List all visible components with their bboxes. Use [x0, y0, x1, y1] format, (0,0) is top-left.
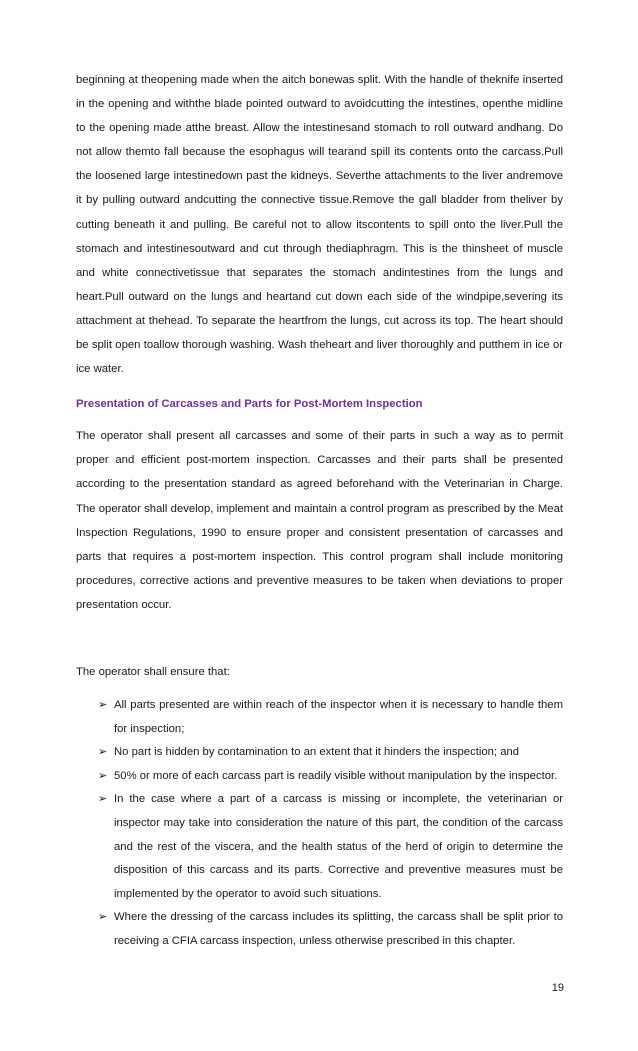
list-item — [98, 788, 563, 906]
list-intro: The operator shall ensure that: — [76, 665, 230, 678]
arrow-bullet-icon: ➢ — [98, 793, 108, 806]
document-page — [76, 68, 563, 954]
list-item — [98, 741, 563, 765]
arrow-bullet-icon: ➢ — [98, 746, 108, 759]
arrow-bullet-icon: ➢ — [98, 769, 108, 782]
arrow-bullet-icon: ➢ — [98, 911, 108, 924]
list-item-text: 50% or more of each carcass part is readily visible without manipulation by the inspector. — [114, 769, 558, 782]
page-number: 19 — [551, 982, 564, 994]
list-item — [98, 765, 563, 789]
list-item-text: All parts presented are within reach of the inspector when it is necessary to handle them for inspection; — [114, 698, 563, 735]
section-heading: Presentation of Carcasses and Parts for Post-Mortem Inspection — [76, 398, 423, 411]
section-paragraph: The operator shall present all carcasses and some of their parts in such a way as to permit proper and efficient post-mortem inspection. Carcasses and their parts shall be presented according to the presentation standard as agreed beforehand with the Veterinarian in Charge. The operator shall develop, implement and maintain a control program as prescribed by the Meat Inspection Regulations, 1990 to ensure proper and consistent presentation of carcasses and parts that requires a post-mortem inspection. This control program shall include monitoring procedures, corrective actions and preventive measures to be taken when deviations to proper presentation occur. — [76, 430, 563, 611]
arrow-bullet-icon: ➢ — [98, 698, 108, 711]
list-item-text: Where the dressing of the carcass includes its splitting, the carcass shall be split prior to receiving a CFIA carcass inspection, unless otherwise prescribed in this chapter. — [114, 911, 563, 947]
list-item-text: No part is hidden by contamination to an extent that it hinders the inspection; and — [114, 746, 520, 759]
list-item — [98, 906, 563, 953]
list-item-text: In the case where a part of a carcass is missing or incomplete, the veterinarian or inspector may take into consideration the nature of this part, the condition of the carcass and the rest of the viscera, and the health status of the herd of origin to determine the disposition of this carcass and its parts. Corrective and preventive measures must be implemented by the operator to avoid such situations. — [114, 793, 563, 900]
list-item — [98, 694, 563, 741]
requirements-list — [76, 694, 563, 954]
body-paragraph: beginning at theopening made when the aitch bonewas split. With the handle of theknife inserted in the opening and withthe blade pointed outward to avoidcutting the intestines, openthe midline to the opening made atthe breast. Allow the intestinesand stomach to roll outward andhang. Do not allow themto fall because the esophagus will tearand spill its contents onto the carcass.Pull the loosened large intestinedown past the kidneys. Severthe attachments to the liver andremove it by pulling outward andcutting the connective tissue.Remove the gall bladder from theliver by cutting beneath it and pulling. Be careful not to allow itscontents to spill onto the liver.Pull the stomach and intestinesoutward and cut through thediaphragm. This is the thinsheet of muscle and white connectivetissue that separates the stomach andintestines from the lungs and heart.Pull outward on the lungs and heartand cut down each side of the windpipe,severing its attachment at thehead. To separate the heartfrom the lungs, cut across its top. The heart should be split open toallow thorough washing. Wash theheart and liver thoroughly and putthem in ice or ice water. — [76, 74, 563, 376]
